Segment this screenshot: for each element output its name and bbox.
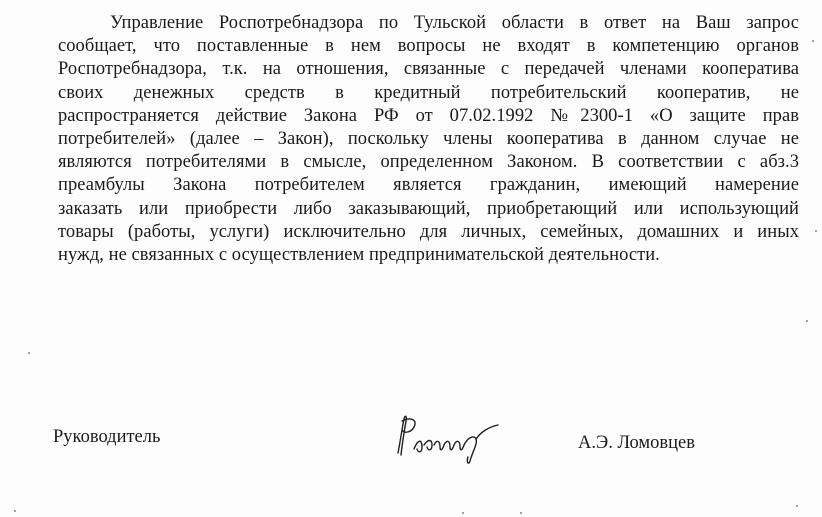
scan-speck: [806, 320, 808, 322]
paragraph-line: товары (работы, услуги) исключительно для личных, семейных, домашних и иных: [58, 221, 799, 242]
scan-speck: [14, 510, 16, 512]
signatory-name: А.Э. Ломовцев: [578, 433, 695, 453]
paragraph-line: являются потребителями в смысле, определенном Законом. В соответствии с абз.3: [58, 152, 799, 173]
paragraph-line: сообщает, что поставленные в нем вопросы не входят в компетенцию органов: [58, 36, 799, 57]
scan-speck: [462, 512, 464, 514]
paragraph-line: заказать или приобрести либо заказывающий, приобретающий или использующий: [58, 198, 799, 219]
paragraph-line: потребителей» (далее – Закон), поскольку члены кооператива в данном случае не: [58, 129, 799, 150]
signatory-title: Руководитель: [53, 427, 161, 447]
paragraph-line: распространяется действие Закона РФ от 07.02.1992 №2300-1 «О защите прав: [58, 105, 799, 126]
scan-speck: [28, 352, 30, 354]
paragraph-line: Управление Роспотребнадзора по Тульской области в ответ на Ваш запрос: [110, 13, 799, 33]
scan-speck: [815, 230, 817, 232]
paragraph-line: своих денежных средств в кредитный потребительский кооператив, не: [58, 82, 799, 103]
signature-block: [0, 405, 822, 475]
scan-speck: [520, 512, 522, 514]
paragraph-line: нужд, не связанных с осуществлением предпринимательской деятельности.: [58, 245, 660, 266]
paragraph-line: преамбулы Закона потребителем является гражданин, имеющий намерение: [58, 175, 799, 196]
handwritten-signature-icon: [392, 409, 512, 465]
scan-speck: [796, 505, 798, 507]
scan-speck: [812, 40, 814, 42]
paragraph-line: Роспотребнадзора, т.к. на отношения, связанные с передачей членами кооператива: [58, 59, 799, 80]
letter-body: [58, 12, 799, 267]
